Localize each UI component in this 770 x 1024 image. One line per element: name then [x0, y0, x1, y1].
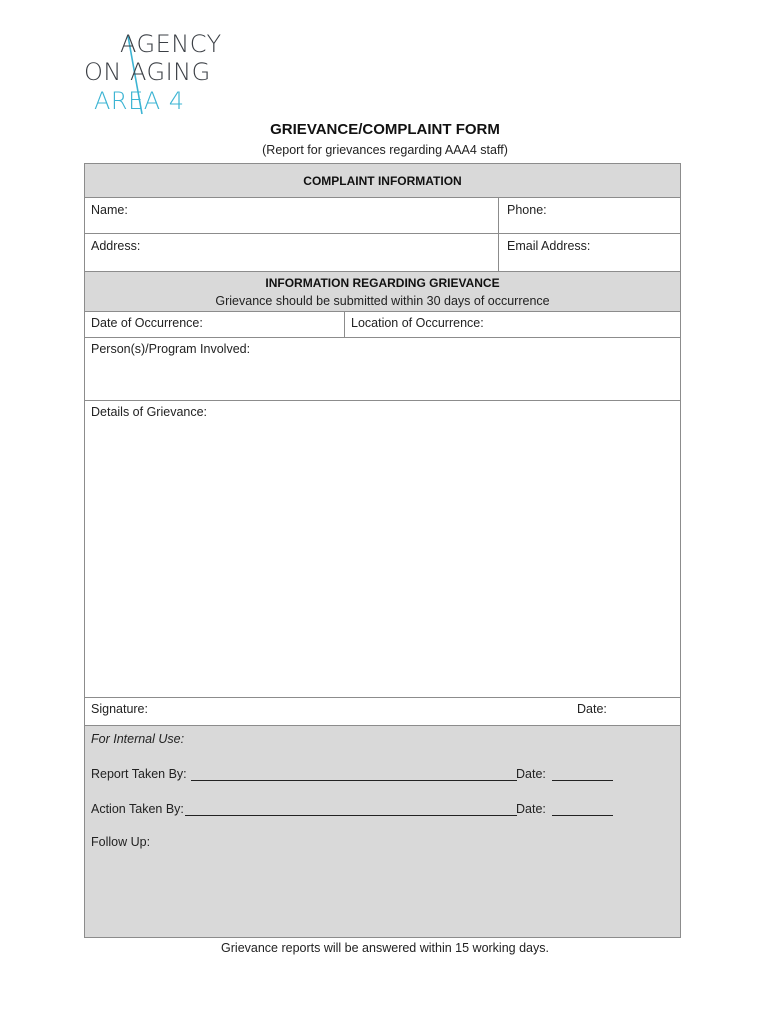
- address-email-row: [85, 234, 680, 272]
- address-label: Address:: [91, 239, 141, 253]
- persons-involved-label: Person(s)/Program Involved:: [91, 342, 251, 356]
- signature-row[interactable]: [85, 698, 680, 726]
- action-date-line[interactable]: [552, 815, 613, 816]
- location-of-occurrence-field[interactable]: [344, 312, 680, 337]
- form-title: GRIEVANCE/COMPLAINT FORM: [270, 121, 500, 138]
- signature-date-label: Date:: [577, 702, 607, 716]
- occurrence-row: [85, 312, 680, 338]
- action-date-label: Date:: [516, 802, 546, 816]
- signature-label: Signature:: [91, 702, 148, 716]
- complaint-info-heading: COMPLAINT INFORMATION: [303, 174, 462, 188]
- report-taken-by-label: Report Taken By:: [91, 767, 187, 781]
- name-field[interactable]: [85, 198, 498, 233]
- persons-involved-field[interactable]: [85, 338, 680, 401]
- internal-use-heading: For Internal Use:: [91, 732, 185, 746]
- grievance-deadline-note: Grievance should be submitted within 30 days of occurrence: [215, 294, 550, 308]
- name-phone-row: [85, 198, 680, 234]
- follow-up-label: Follow Up:: [91, 835, 151, 849]
- logo-text-line3: AREA 4: [94, 87, 185, 115]
- date-of-occurrence-label: Date of Occurrence:: [91, 316, 203, 330]
- email-field[interactable]: [498, 234, 680, 271]
- phone-field[interactable]: [498, 198, 680, 233]
- action-taken-by-line[interactable]: [185, 815, 517, 816]
- grievance-info-heading: INFORMATION REGARDING GRIEVANCE: [265, 276, 500, 290]
- grievance-info-section-header: [85, 272, 680, 312]
- date-of-occurrence-field[interactable]: [85, 312, 344, 337]
- address-field[interactable]: [85, 234, 498, 271]
- report-date-label: Date:: [516, 767, 546, 781]
- internal-use-section: [85, 726, 680, 937]
- phone-label: Phone:: [507, 203, 547, 217]
- logo-text-line2: ON AGING: [84, 58, 211, 86]
- grievance-details-label: Details of Grievance:: [91, 405, 208, 419]
- location-of-occurrence-label: Location of Occurrence:: [351, 316, 484, 330]
- email-label: Email Address:: [507, 239, 591, 253]
- form-footer-note: Grievance reports will be answered within 15 working days.: [221, 941, 549, 955]
- report-taken-by-line[interactable]: [191, 780, 517, 781]
- agency-logo: [80, 28, 250, 120]
- name-label: Name:: [91, 203, 128, 217]
- report-date-line[interactable]: [552, 780, 613, 781]
- grievance-form: [84, 163, 681, 938]
- action-taken-by-label: Action Taken By:: [91, 802, 184, 816]
- form-subtitle: (Report for grievances regarding AAA4 staff): [262, 143, 508, 157]
- logo-text-line1: AGENCY: [120, 30, 222, 58]
- complaint-info-section-header: [85, 164, 680, 198]
- grievance-details-field[interactable]: [85, 401, 680, 698]
